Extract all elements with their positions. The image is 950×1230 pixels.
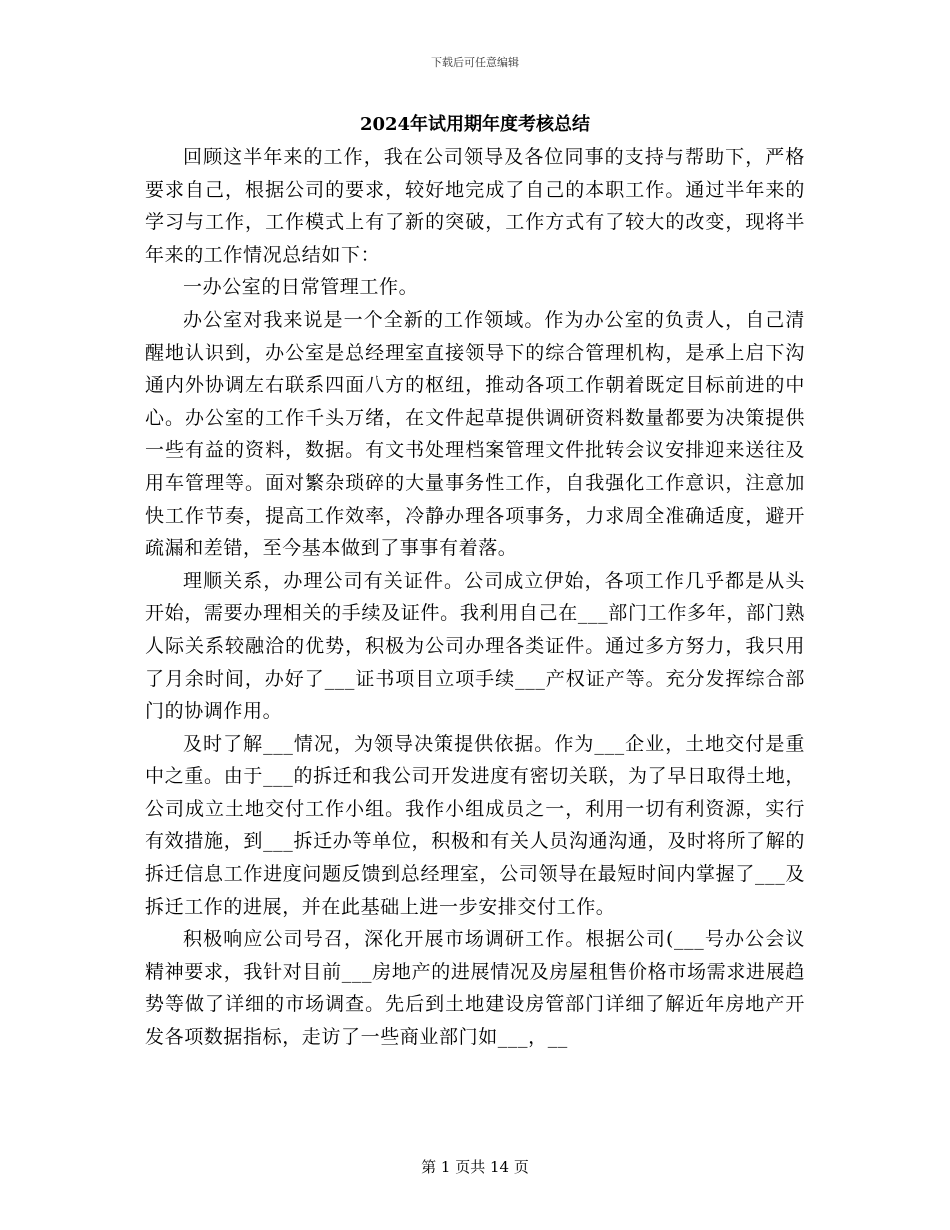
footer-suffix: 页 — [513, 1158, 529, 1176]
document-body — [145, 141, 805, 1054]
document-title: 2024年试用期年度考核总结 — [359, 114, 591, 135]
header-note: 下载后可任意编辑 — [431, 56, 519, 69]
page-footer — [0, 1156, 950, 1177]
footer-total-pages: 14 — [490, 1158, 510, 1176]
footer-middle: 页共 — [455, 1158, 486, 1176]
footer-page-number: 1 — [440, 1158, 451, 1176]
footer-prefix: 第 — [421, 1158, 437, 1176]
paragraph-certificates: 理顺关系，办理公司有关证件。公司成立伊始，各项工作几乎都是从头开始，需要办理相关的手续及证件。我利用自己在___部门工作多年，部门熟人际关系较融洽的优势，积极为公司办理各类证件。通过多方努力，我只用了月余时间，办好了___证书项目立项手续___产权证产等。充分发挥综合部门的协调作用。 — [145, 569, 805, 723]
paragraph-section-heading: 一办公室的日常管理工作。 — [183, 276, 419, 299]
paragraph-office-work: 办公室对我来说是一个全新的工作领域。作为办公室的负责人，自己清醒地认识到，办公室是总经理室直接领导下的综合管理机构，是承上启下沟通内外协调左右联系四面八方的枢纽，推动各项工作朝着既定目标前进的中心。办公室的工作千头万绪，在文件起草提供调研资料数量都要为决策提供一些有益的资料，数据。有文书处理档案管理文件批转会议安排迎来送往及用车管理等。面对繁杂琐碎的大量事务性工作，自我强化工作意识，注意加快工作节奏，提高工作效率，冷静办理各项事务，力求周全准确适度，避开疏漏和差错，至今基本做到了事事有着落。 — [145, 308, 805, 560]
paragraph-market-research: 积极响应公司号召，深化开展市场调研工作。根据公司(___号办公会议精神要求，我针对目前___房地产的进展情况及房屋租售价格市场需求进展趋势等做了详细的市场调查。先后到土地建设房管部门详细了解近年房地产开发各项数据指标，走访了一些商业部门如___，__ — [145, 928, 805, 1049]
paragraph-land-delivery: 及时了解___情况，为领导决策提供依据。作为___企业，土地交付是重中之重。由于___的拆迁和我公司开发进度有密切关联，为了早日取得土地，公司成立土地交付工作小组。我作小组成员之一，利用一切有利资源，实行有效措施，到___拆迁办等单位，积极和有关人员沟通沟通，及时将所了解的拆迁信息工作进度问题反馈到总经理室，公司领导在最短时间内掌握了___及拆迁工作的进展，并在此基础上进一步安排交付工作。 — [145, 732, 805, 918]
paragraph-intro: 回顾这半年来的工作，我在公司领导及各位同事的支持与帮助下，严格要求自己，根据公司的要求，较好地完成了自己的本职工作。通过半年来的学习与工作，工作模式上有了新的突破，工作方式有了较大的改变，现将半年来的工作情况总结如下： — [145, 146, 805, 266]
